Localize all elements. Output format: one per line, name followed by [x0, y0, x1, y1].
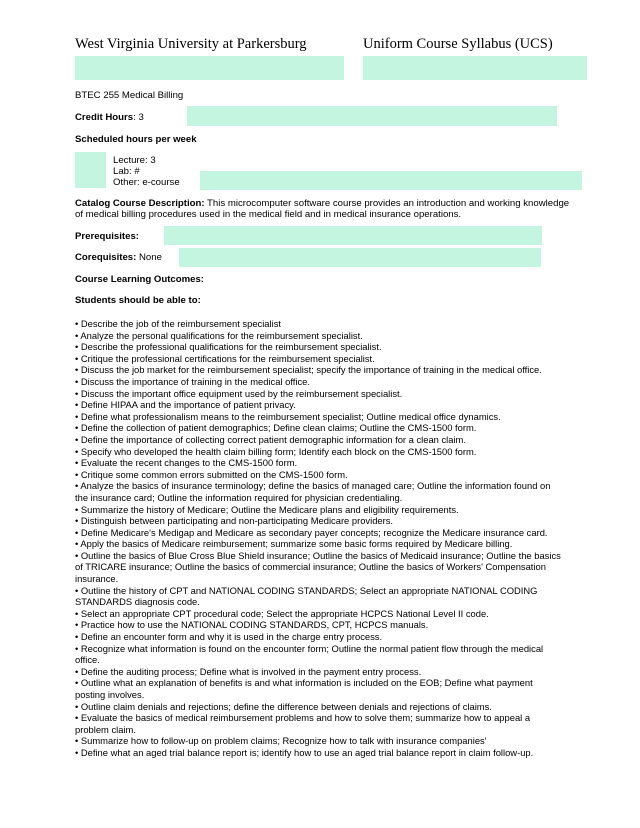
outcome-item: • Summarize how to follow-up on problem claims; Recognize how to talk with insurance companies' [75, 735, 487, 747]
outcome-item: • Discuss the important office equipment used by the reimbursement specialist. [75, 387, 403, 399]
credit-hours-label: Credit Hours [75, 112, 134, 123]
schedule-highlight-right [200, 171, 582, 190]
outcome-item: • Apply the basics of Medicare reimbursement; summarize some basic forms required by Medicare billing. [75, 538, 513, 550]
outcomes-heading: Course Learning Outcomes: [75, 274, 205, 285]
outcome-item: • Select an appropriate CPT procedural code; Select the appropriate HCPCS National Level II code. [75, 607, 489, 619]
course-title: BTEC 255 Medical Billing [75, 90, 184, 101]
outcome-item: • Recognize what information is found on the encounter form; Outline the normal patient flow through the medical office. [75, 642, 544, 666]
outcome-item: • Outline the basics of Blue Cross Blue Shield insurance; Outline the basics of Medicaid insurance; Outline the basics of TRICARE insurance; Outline the basics of commercial insurance; Outline the basics of Workers' Compensation insurance. [75, 549, 561, 585]
catalog-description-label: Catalog Course Description: [75, 198, 205, 209]
outcome-item: • Summarize the history of Medicare; Outline the Medicare plans and eligibility requirements. [75, 503, 459, 515]
outcome-item: • Define the auditing process; Define what is involved in the payment entry process. [75, 665, 422, 677]
credit-hours-highlight [187, 106, 557, 126]
catalog-description-line2: of medical billing procedures used in the medical field and in medical insurance operations. [75, 209, 462, 220]
outcome-item: • Outline what an explanation of benefits is and what information is included on the EOB; Define what payment posting involves. [75, 677, 533, 700]
prerequisites-label: Prerequisites: [75, 231, 139, 242]
lab-hours: Lab: # [113, 166, 140, 177]
credit-hours [75, 112, 144, 124]
outcome-item: • Analyze the basics of insurance terminology; define the basics of managed care; Outline the information found on the insurance card; Outline the information required for physician credentialing. [75, 480, 551, 503]
corequisites-highlight [179, 248, 541, 267]
outcome-item: • Analyze the personal qualifications for the reimbursement specialist. [75, 329, 363, 341]
outcome-item: • Discuss the job market for the reimbursement specialist; specify the importance of training in the medical office. [75, 364, 542, 376]
outcome-item: • Define what an aged trial balance report is; identify how to use an aged trial balance report in claim follow-up. [75, 746, 534, 758]
outcome-item: • Outline the history of CPT and NATIONAL CODING STANDARDS; Select an appropriate NATIONAL CODING STANDARDS diagnosis code. [75, 584, 538, 608]
outcome-item: • Critique the professional certifications for the reimbursement specialist. [75, 352, 375, 364]
catalog-description-line1: Catalog Course Description: This microcomputer software course provides an introduction and working knowledge [75, 198, 570, 209]
outcome-item: • Specify who developed the health claim billing form; Identify each block on the CMS-1500 form. [75, 445, 477, 457]
header-highlight-left [75, 56, 344, 80]
outcome-item: • Distinguish between participating and non-participating Medicare providers. [75, 515, 394, 527]
header-highlight-right [363, 56, 587, 80]
corequisites-value: None [136, 252, 162, 263]
outcome-item: • Evaluate the recent changes to the CMS-1500 form. [75, 457, 298, 469]
outcome-item: • Practice how to use the NATIONAL CODING STANDARDS, CPT, HCPCS manuals. [75, 619, 429, 631]
other-hours: Other: e-course [113, 177, 180, 188]
outcome-item: • Define HIPAA and the importance of patient privacy. [75, 399, 296, 411]
outcome-item: • Define Medicare's Medigap and Medicare as secondary payer concepts; recognize the Medicare insurance card. [75, 526, 548, 538]
credit-hours-value: : 3 [133, 112, 144, 123]
corequisites [75, 252, 162, 264]
schedule-heading: Scheduled hours per week [75, 134, 197, 145]
corequisites-label: Corequisites: [75, 252, 137, 263]
outcome-item: • Define what professionalism means to the reimbursement specialist; Outline medical office dynamics. [75, 410, 501, 422]
outcomes-subheading: Students should be able to: [75, 295, 201, 306]
outcome-item: • Evaluate the basics of medical reimbursement problems and how to solve them; summarize how to appeal a problem claim. [75, 712, 531, 735]
outcome-item: • Define an encounter form and why it is used in the charge entry process. [75, 631, 383, 643]
document-type: Uniform Course Syllabus (UCS) [363, 36, 553, 52]
outcomes-list [75, 318, 565, 759]
outcome-item: • Critique some common errors submitted on the CMS-1500 form. [75, 468, 348, 480]
outcome-item: • Discuss the importance of training in the medical office. [75, 375, 310, 387]
outcome-item: • Define the collection of patient demographics; Define clean claims; Outline the CMS-1500 form. [75, 422, 477, 434]
institution-name: West Virginia University at Parkersburg [75, 36, 307, 52]
outcome-item: • Define the importance of collecting correct patient demographic information for a clean claim. [75, 433, 466, 445]
outcome-item: • Describe the professional qualifications for the reimbursement specialist. [75, 341, 382, 353]
outcome-item: • Describe the job of the reimbursement specialist [75, 318, 281, 329]
lecture-hours: Lecture: 3 [113, 155, 156, 166]
prerequisites-highlight [164, 226, 542, 245]
schedule-highlight-left [75, 152, 106, 188]
outcome-item: • Outline claim denials and rejections; define the difference between denials and rejections of claims. [75, 700, 492, 712]
